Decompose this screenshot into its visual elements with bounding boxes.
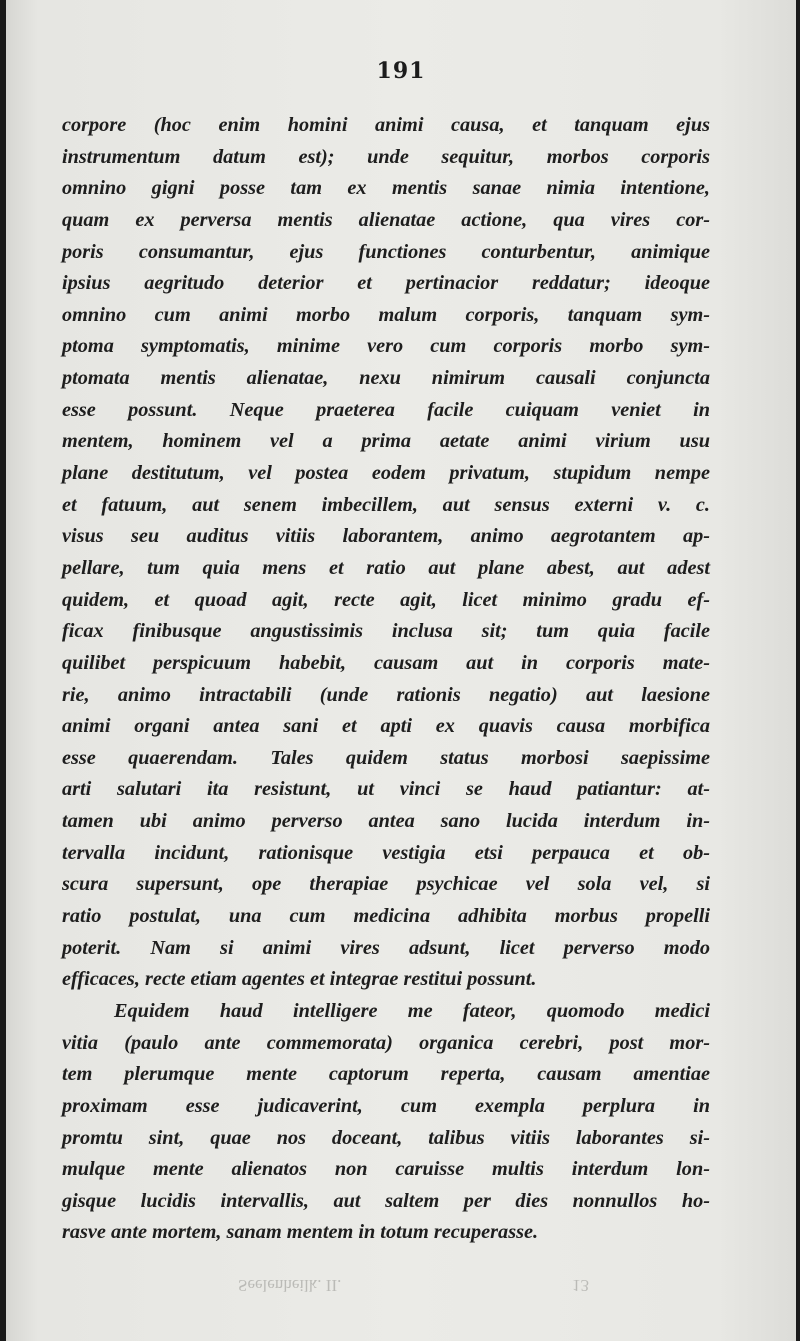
text-line: quam ex perversa mentis alienatae actione, qua vires cor- (62, 208, 710, 231)
text-line: ipsius aegritudo deterior et pertinacior reddatur; ideoque (62, 272, 710, 295)
text-line: gisque lucidis intervallis, aut saltem per dies nonnullos ho- (62, 1189, 710, 1212)
text-line: omnino gigni posse tam ex mentis sanae nimia intentione, (62, 177, 710, 200)
text-line: pellare, tum quia mens et ratio aut plane abest, aut adest (62, 556, 710, 579)
text-line: mulque mente alienatos non caruisse multis interdum lon- (62, 1158, 710, 1181)
text-line: proximam esse judicaverint, cum exempla perplura in (62, 1094, 710, 1117)
text-line: poterit. Nam si animi vires adsunt, licet perverso modo (62, 936, 710, 959)
text-line: quilibet perspicuum habebit, causam aut in corporis mate- (62, 651, 710, 674)
text-line: vitia (paulo ante commemorata) organica cerebri, post mor- (62, 1031, 710, 1054)
text-line: rasve ante mortem, sanam mentem in totum recuperasse. (62, 1221, 539, 1244)
text-line: et fatuum, aut senem imbecillem, aut sensus externi v. c. (62, 493, 710, 516)
text-line: efficaces, recte etiam agentes et integrae restitui possunt. (62, 968, 537, 991)
book-page (6, 0, 796, 1341)
page-number: 191 (376, 58, 426, 84)
text-line: rie, animo intractabili (unde rationis negatio) aut laesione (62, 683, 710, 706)
text-line: ficax finibusque angustissimis inclusa sit; tum quia facile (62, 620, 710, 643)
text-line: ratio postulat, una cum medicina adhibita morbus propelli (62, 905, 710, 928)
sheet-number: 13 (572, 1276, 589, 1295)
text-line: Equidem haud intelligere me fateor, quomodo medici (114, 999, 710, 1022)
signature-mark: Seelenheilk. II. (238, 1276, 342, 1295)
text-line: poris consumantur, ejus functiones conturbentur, animique (62, 240, 710, 263)
text-line: instrumentum datum est); unde sequitur, morbos corporis (62, 145, 710, 168)
text-line: mentem, hominem vel a prima aetate animi virium usu (62, 430, 710, 453)
text-line: tem plerumque mente captorum reperta, causam amentiae (62, 1063, 710, 1086)
text-line: ptoma symptomatis, minime vero cum corporis morbo sym- (62, 335, 710, 358)
text-line: scura supersunt, ope therapiae psychicae vel sola vel, si (62, 873, 710, 896)
text-line: tervalla incidunt, rationisque vestigia etsi perpauca et ob- (62, 841, 710, 864)
bleed-through-footer (6, 1275, 796, 1305)
text-line: visus seu auditus vitiis laborantem, animo aegrotantem ap- (62, 525, 710, 548)
text-line: tamen ubi animo perverso antea sano lucida interdum in- (62, 810, 710, 833)
text-line: omnino cum animi morbo malum corporis, tanquam sym- (62, 303, 710, 326)
text-line: arti salutari ita resistunt, ut vinci se haud patiantur: at- (62, 778, 710, 801)
text-line: promtu sint, quae nos doceant, talibus vitiis laborantes si- (62, 1126, 710, 1149)
text-line: esse possunt. Neque praeterea facile cuiquam veniet in (62, 398, 710, 421)
text-line: corpore (hoc enim homini animi causa, et tanquam ejus (62, 114, 710, 136)
text-line: esse quaerendam. Tales quidem status morbosi saepissime (62, 746, 710, 769)
text-line: quidem, et quoad agit, recte agit, licet minimo gradu ef- (62, 588, 710, 611)
text-line: ptomata mentis alienatae, nexu nimirum causali conjuncta (62, 367, 710, 390)
text-line: plane destitutum, vel postea eodem privatum, stupidum nempe (62, 462, 710, 485)
body-text (62, 110, 710, 1249)
text-line: animi organi antea sani et apti ex quavis causa morbifica (62, 715, 710, 738)
